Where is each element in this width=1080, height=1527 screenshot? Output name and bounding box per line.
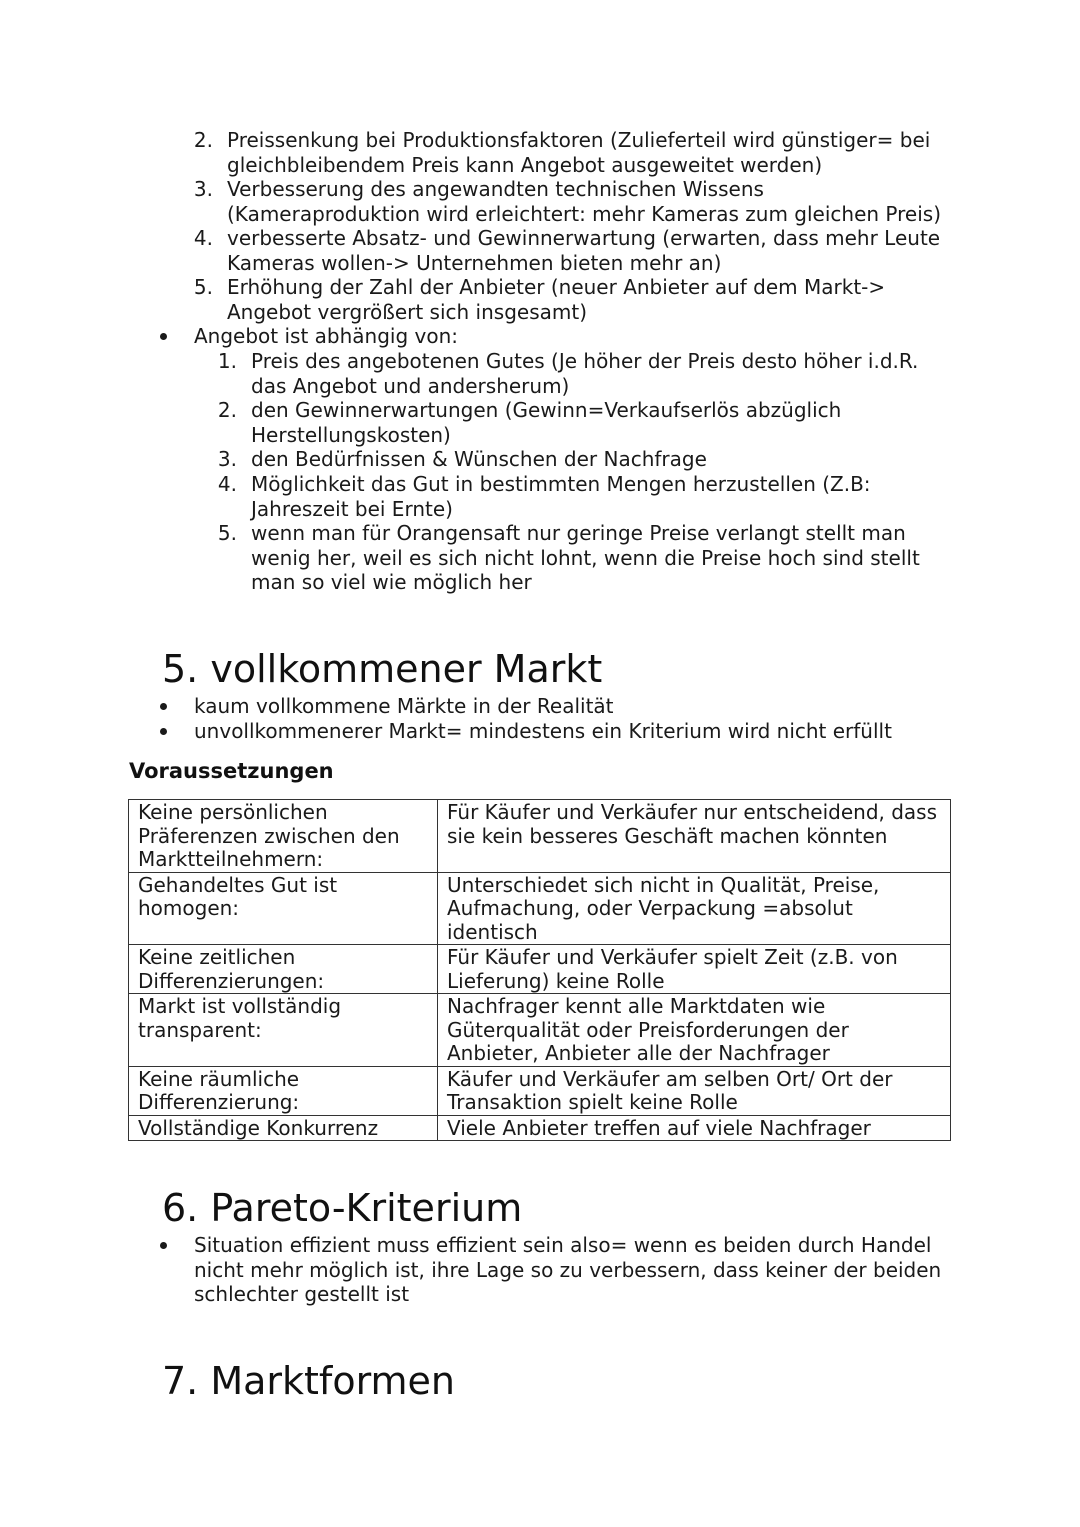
- table-cell: Für Käufer und Verkäufer nur entscheidend, dass sie kein besseres Geschäft machen könnten: [438, 800, 951, 873]
- document-page: 2. Preissenkung bei Produktionsfaktoren (Zulieferteil wird günstiger= bei gleichbleibendem Preis kann Angebot ausgeweitet werden) 3. Verbesserung des angewandten technischen Wissens (Kameraproduktion wird erleichtert: mehr Kameras zum gleichen Preis) 4. verbesserte Absatz- und Gewinnerwartung (erwarten, dass mehr Leute Kameras wollen-> Unternehmen bieten mehr an) 5. Erhöhung der Zahl der Anbieter (neuer Anbieter auf dem Markt-> Angebot vergrößert sich insgesamt) Angebot ist abhängig von: 1. Preis des angebotenen Gutes (Je höher der Preis desto höher i.d.R. das Angebot und andersherum) 2. den Gewinnerwartungen (Gewinn=Verkaufserlös abzüglich Herstellungskosten) 3. den Bedürfnissen & Wünschen der Nachfrage 4. Möglichkeit das Gut in bestimmten Mengen herzustellen (Z.B: Jahreszeit bei Ernte) 5. wenn man für Orangensaft nur geringe Preise verlangt stellt man wenig her, weil es sich nicht lohnt, wenn die Preise hoch sind stellt man so viel wie möglich her 5. vollkommener Markt kaum vollkommene Märkte in der Realität unvollkommenerer Markt= mindestens ein Kriterium wird nicht erfüllt Voraussetzungen Keine persönlichen Präferenzen zwischen den Marktteilnehmern: Für Käufer und Verkäufer nur entscheidend, dass sie kein besseres Geschäft machen könnten Gehandeltes Gut ist homogen: Unterschiedet sich nicht in Qualität, Preise, Aufmachung, oder Verpackung =absolut identisch Keine zeitlichen Differenzierungen: Für Käufer und Verkäufer spielt Zeit (z.B. von Lieferung) keine Rolle Markt ist vollständig transparent: Nachfrager kennt alle Marktdaten wie Güterqualität oder Preisforderungen der Anbieter, Anbieter alle der Nachfrager Keine räumliche Differenzierung: Käufer und Verkäufer am selben Ort/ Ort der Transaktion spielt keine Rolle Vollständige Konkurrenz Viele Anbieter treffen auf viele Nachfrager 6. Pareto-Kriterium Situation effizient muss effizient sein also= wenn es beiden durch Handel nicht mehr möglich ist, ihre Lage so zu verbessern, dass keiner der beiden schlechter gestellt ist 7. Marktformen: [0, 0, 1080, 1527]
- subheading-voraussetzungen: Voraussetzungen: [129, 759, 334, 783]
- table-cell: Käufer und Verkäufer am selben Ort/ Ort der Transaktion spielt keine Rolle: [438, 1066, 951, 1115]
- table-row: [129, 945, 951, 994]
- table-cell: Keine zeitlichen Differenzierungen:: [129, 945, 438, 994]
- table-row: [129, 994, 951, 1067]
- table-cell: Keine persönlichen Präferenzen zwischen den Marktteilnehmern:: [129, 800, 438, 873]
- table-cell: Gehandeltes Gut ist homogen:: [129, 872, 438, 945]
- table-cell: Für Käufer und Verkäufer spielt Zeit (z.B. von Lieferung) keine Rolle: [438, 945, 951, 994]
- bullet-angebot: Angebot ist abhängig von:: [194, 324, 459, 348]
- bullet-item: unvollkommenerer Markt= mindestens ein Kriterium wird nicht erfüllt: [194, 719, 892, 743]
- table-row: [129, 800, 951, 873]
- requirements-table: [128, 799, 951, 1141]
- table-row: [129, 1115, 951, 1141]
- table-cell: Vollständige Konkurrenz: [129, 1115, 438, 1141]
- table-cell: Viele Anbieter treffen auf viele Nachfrager: [438, 1115, 951, 1141]
- bullet-dot: [160, 728, 167, 735]
- bullet-item: Situation effizient muss effizient sein also= wenn es beiden durch Handel nicht mehr möglich ist, ihre Lage so zu verbessern, dass keiner der beiden schlechter gestellt ist: [194, 1233, 942, 1306]
- table-cell: Keine räumliche Differenzierung:: [129, 1066, 438, 1115]
- bullet-dot: [160, 703, 167, 710]
- table-cell: Unterschiedet sich nicht in Qualität, Preise, Aufmachung, oder Verpackung =absolut identisch: [438, 872, 951, 945]
- table-cell: Markt ist vollständig transparent:: [129, 994, 438, 1067]
- section-heading-marktformen: 7. Marktformen: [162, 1359, 455, 1403]
- table-cell: Nachfrager kennt alle Marktdaten wie Güterqualität oder Preisforderungen der Anbieter, Anbieter alle der Nachfrager: [438, 994, 951, 1067]
- table-row: [129, 1066, 951, 1115]
- table-row: [129, 872, 951, 945]
- bullet-dot: [160, 333, 167, 340]
- section-heading-vollkommener-markt: 5. vollkommener Markt: [162, 647, 603, 691]
- bullet-dot: [160, 1242, 167, 1249]
- section-heading-pareto-kriterium: 6. Pareto-Kriterium: [162, 1186, 523, 1230]
- bullet-item: kaum vollkommene Märkte in der Realität: [194, 694, 614, 718]
